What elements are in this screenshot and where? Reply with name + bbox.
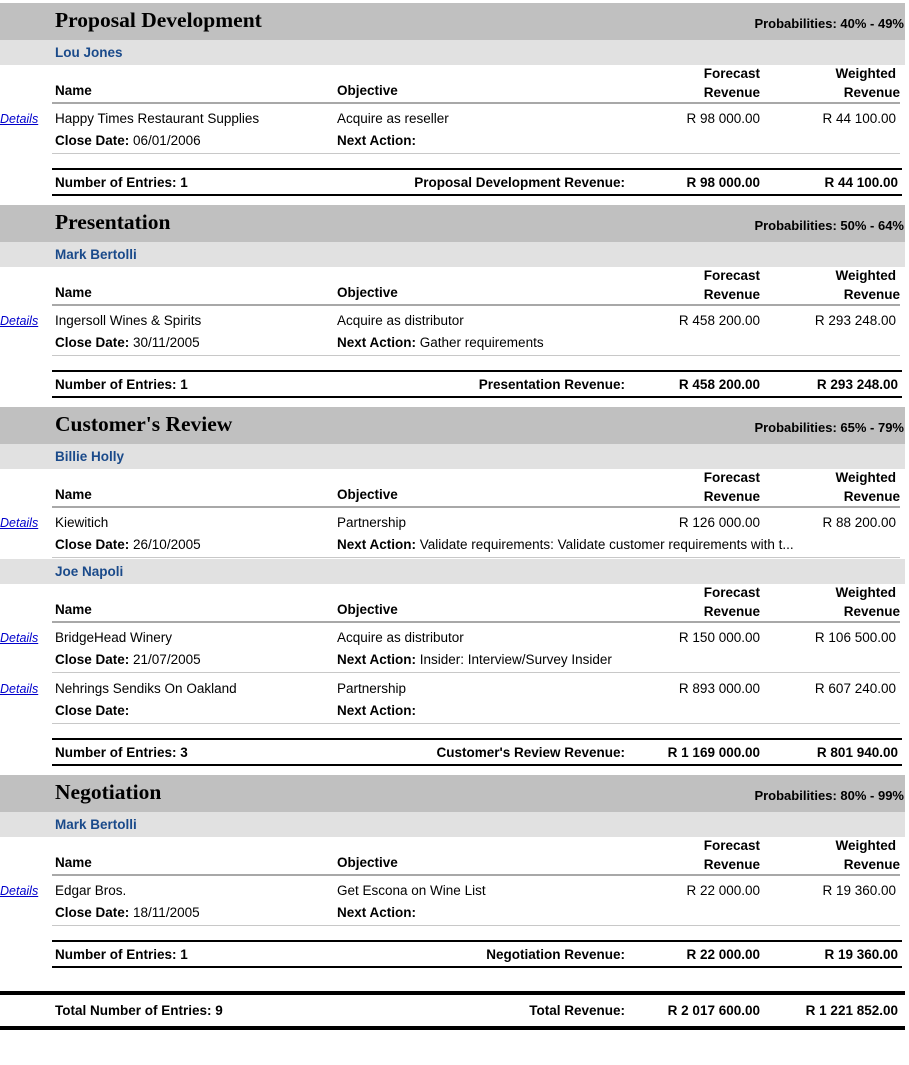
- col-header-forecast: Forecast: [703, 66, 760, 81]
- objective-value: Acquire as distributor: [337, 313, 464, 328]
- opportunity-name: Nehrings Sendiks On Oakland: [55, 681, 237, 696]
- column-header-rule: [52, 506, 900, 508]
- owner-bar: [0, 444, 905, 469]
- forecast-value: R 98 000.00: [686, 111, 760, 126]
- summary-top-rule: [52, 168, 902, 170]
- weighted-value: R 44 100.00: [822, 111, 896, 126]
- next-action-label: Next Action:: [337, 335, 417, 350]
- owner-bar: [0, 559, 905, 584]
- summary-forecast: R 98 000.00: [686, 175, 760, 190]
- col-header-forecast: Forecast: [703, 268, 760, 283]
- next-action-value: Gather requirements: [416, 335, 544, 350]
- opportunity-name: Happy Times Restaurant Supplies: [55, 111, 260, 126]
- summary-top-rule: [52, 370, 902, 372]
- details-link[interactable]: Details: [0, 516, 39, 530]
- next-action: [337, 133, 416, 148]
- weighted-value: R 293 248.00: [814, 313, 896, 328]
- col-header-forecast-2: Revenue: [703, 489, 760, 504]
- summary-revenue-label: Negotiation Revenue:: [486, 947, 625, 962]
- column-header-rule: [52, 621, 900, 623]
- col-header-weighted: Weighted: [835, 838, 896, 853]
- stage-probabilities: Probabilities: 50% - 64%: [754, 218, 904, 233]
- col-header-objective: Objective: [337, 602, 398, 617]
- next-action-label: Next Action:: [337, 652, 417, 667]
- col-header-weighted-2: Revenue: [843, 604, 900, 619]
- details-link[interactable]: Details: [0, 884, 39, 898]
- objective-value: Partnership: [337, 681, 407, 696]
- summary-revenue-label: Customer's Review Revenue:: [436, 745, 625, 760]
- details-link[interactable]: Details: [0, 314, 39, 328]
- column-header-rule: [52, 874, 900, 876]
- forecast-value: R 150 000.00: [678, 630, 760, 645]
- entry-rule: [52, 925, 900, 926]
- opportunity-name: Edgar Bros.: [55, 883, 127, 898]
- summary-forecast: R 22 000.00: [686, 947, 760, 962]
- total-forecast: R 2 017 600.00: [667, 1003, 760, 1018]
- stage-title: Presentation: [55, 210, 171, 234]
- weighted-value: R 607 240.00: [814, 681, 896, 696]
- forecast-value: R 22 000.00: [686, 883, 760, 898]
- opportunity-name: Ingersoll Wines & Spirits: [55, 313, 202, 328]
- col-header-weighted-2: Revenue: [843, 489, 900, 504]
- close-date-label: Close Date:: [55, 905, 130, 920]
- next-action: [337, 905, 416, 920]
- details-link[interactable]: Details: [0, 631, 39, 645]
- close-date: [55, 133, 201, 148]
- total-weighted: R 1 221 852.00: [805, 1003, 898, 1018]
- col-header-weighted-2: Revenue: [843, 857, 900, 872]
- entry-rule: [52, 355, 900, 356]
- column-header-rule: [52, 102, 900, 104]
- objective-value: Acquire as distributor: [337, 630, 464, 645]
- opportunity-name: BridgeHead Winery: [55, 630, 173, 645]
- totals-top-rule: [0, 991, 905, 995]
- close-date-label: Close Date:: [55, 703, 130, 718]
- weighted-value: R 106 500.00: [814, 630, 896, 645]
- col-header-forecast: Forecast: [703, 838, 760, 853]
- entry-rule: [52, 557, 900, 558]
- col-header-forecast-2: Revenue: [703, 604, 760, 619]
- close-date-value: 06/01/2006: [129, 133, 201, 148]
- summary-top-rule: [52, 940, 902, 942]
- next-action: [337, 652, 612, 667]
- col-header-objective: Objective: [337, 285, 398, 300]
- summary-entries: Number of Entries: 1: [55, 175, 188, 190]
- close-date-label: Close Date:: [55, 652, 130, 667]
- col-header-forecast-2: Revenue: [703, 287, 760, 302]
- summary-bottom-rule: [52, 396, 902, 398]
- stage-title: Negotiation: [55, 780, 162, 804]
- total-revenue-label: Total Revenue:: [529, 1003, 625, 1018]
- objective-value: Get Escona on Wine List: [337, 883, 486, 898]
- owner-name: Lou Jones: [55, 45, 123, 60]
- summary-bottom-rule: [52, 194, 902, 196]
- summary-weighted: R 19 360.00: [824, 947, 898, 962]
- close-date-label: Close Date:: [55, 335, 130, 350]
- details-link[interactable]: Details: [0, 682, 39, 696]
- stage-probabilities: Probabilities: 65% - 79%: [754, 420, 904, 435]
- owner-name: Mark Bertolli: [55, 247, 137, 262]
- close-date-value: 26/10/2005: [129, 537, 201, 552]
- summary-bottom-rule: [52, 966, 902, 968]
- col-header-forecast: Forecast: [703, 470, 760, 485]
- summary-revenue-label: Presentation Revenue:: [478, 377, 625, 392]
- col-header-weighted: Weighted: [835, 66, 896, 81]
- close-date: [55, 335, 200, 350]
- summary-entries: Number of Entries: 3: [55, 745, 188, 760]
- summary-entries: Number of Entries: 1: [55, 947, 188, 962]
- owner-name: Billie Holly: [55, 449, 125, 464]
- summary-weighted: R 801 940.00: [816, 745, 898, 760]
- next-action-label: Next Action:: [337, 133, 417, 148]
- forecast-value: R 126 000.00: [678, 515, 760, 530]
- summary-entries: Number of Entries: 1: [55, 377, 188, 392]
- col-header-objective: Objective: [337, 487, 398, 502]
- column-header-rule: [52, 304, 900, 306]
- details-link[interactable]: Details: [0, 112, 39, 126]
- col-header-objective: Objective: [337, 855, 398, 870]
- col-header-weighted: Weighted: [835, 470, 896, 485]
- col-header-weighted-2: Revenue: [843, 287, 900, 302]
- col-header-weighted: Weighted: [835, 585, 896, 600]
- col-header-weighted-2: Revenue: [843, 85, 900, 100]
- col-header-name: Name: [55, 855, 92, 870]
- next-action: [337, 537, 794, 552]
- opportunity-name: Kiewitich: [55, 515, 109, 530]
- weighted-value: R 19 360.00: [822, 883, 896, 898]
- summary-weighted: R 44 100.00: [824, 175, 898, 190]
- col-header-name: Name: [55, 487, 92, 502]
- next-action: [337, 335, 544, 350]
- col-header-forecast-2: Revenue: [703, 857, 760, 872]
- summary-bottom-rule: [52, 764, 902, 766]
- close-date: [55, 537, 201, 552]
- col-header-objective: Objective: [337, 83, 398, 98]
- owner-name: Mark Bertolli: [55, 817, 137, 832]
- objective-value: Acquire as reseller: [337, 111, 449, 126]
- entry-rule: [52, 153, 900, 154]
- owner-name: Joe Napoli: [55, 564, 124, 579]
- next-action: [337, 703, 416, 718]
- entry-rule: [52, 723, 900, 724]
- summary-forecast: R 1 169 000.00: [667, 745, 760, 760]
- stage-probabilities: Probabilities: 40% - 49%: [754, 16, 904, 31]
- summary-forecast: R 458 200.00: [678, 377, 760, 392]
- forecast-value: R 458 200.00: [678, 313, 760, 328]
- col-header-name: Name: [55, 602, 92, 617]
- stage-title: Customer's Review: [55, 412, 233, 436]
- close-date-value: 30/11/2005: [129, 335, 200, 350]
- close-date-label: Close Date:: [55, 133, 130, 148]
- totals-bottom-rule: [0, 1026, 905, 1030]
- close-date: [55, 652, 201, 667]
- col-header-forecast: Forecast: [703, 585, 760, 600]
- next-action-label: Next Action:: [337, 537, 417, 552]
- close-date-value: 18/11/2005: [129, 905, 200, 920]
- next-action-value: Validate requirements: Validate customer requirements with t...: [416, 537, 794, 552]
- summary-weighted: R 293 248.00: [816, 377, 898, 392]
- summary-top-rule: [52, 738, 902, 740]
- close-date: [55, 905, 200, 920]
- weighted-value: R 88 200.00: [822, 515, 896, 530]
- col-header-name: Name: [55, 285, 92, 300]
- owner-bar: [0, 40, 905, 65]
- col-header-weighted: Weighted: [835, 268, 896, 283]
- summary-revenue-label: Proposal Development Revenue:: [414, 175, 625, 190]
- next-action-value: Insider: Interview/Survey Insider: [416, 652, 612, 667]
- objective-value: Partnership: [337, 515, 407, 530]
- total-entries: Total Number of Entries: 9: [55, 1003, 223, 1018]
- stage-probabilities: Probabilities: 80% - 99%: [754, 788, 904, 803]
- close-date: [55, 703, 129, 718]
- forecast-value: R 893 000.00: [678, 681, 760, 696]
- entry-rule: [52, 672, 900, 673]
- stage-title: Proposal Development: [55, 8, 262, 32]
- col-header-name: Name: [55, 83, 92, 98]
- close-date-label: Close Date:: [55, 537, 130, 552]
- col-header-forecast-2: Revenue: [703, 85, 760, 100]
- next-action-label: Next Action:: [337, 905, 417, 920]
- next-action-label: Next Action:: [337, 703, 417, 718]
- close-date-value: 21/07/2005: [129, 652, 201, 667]
